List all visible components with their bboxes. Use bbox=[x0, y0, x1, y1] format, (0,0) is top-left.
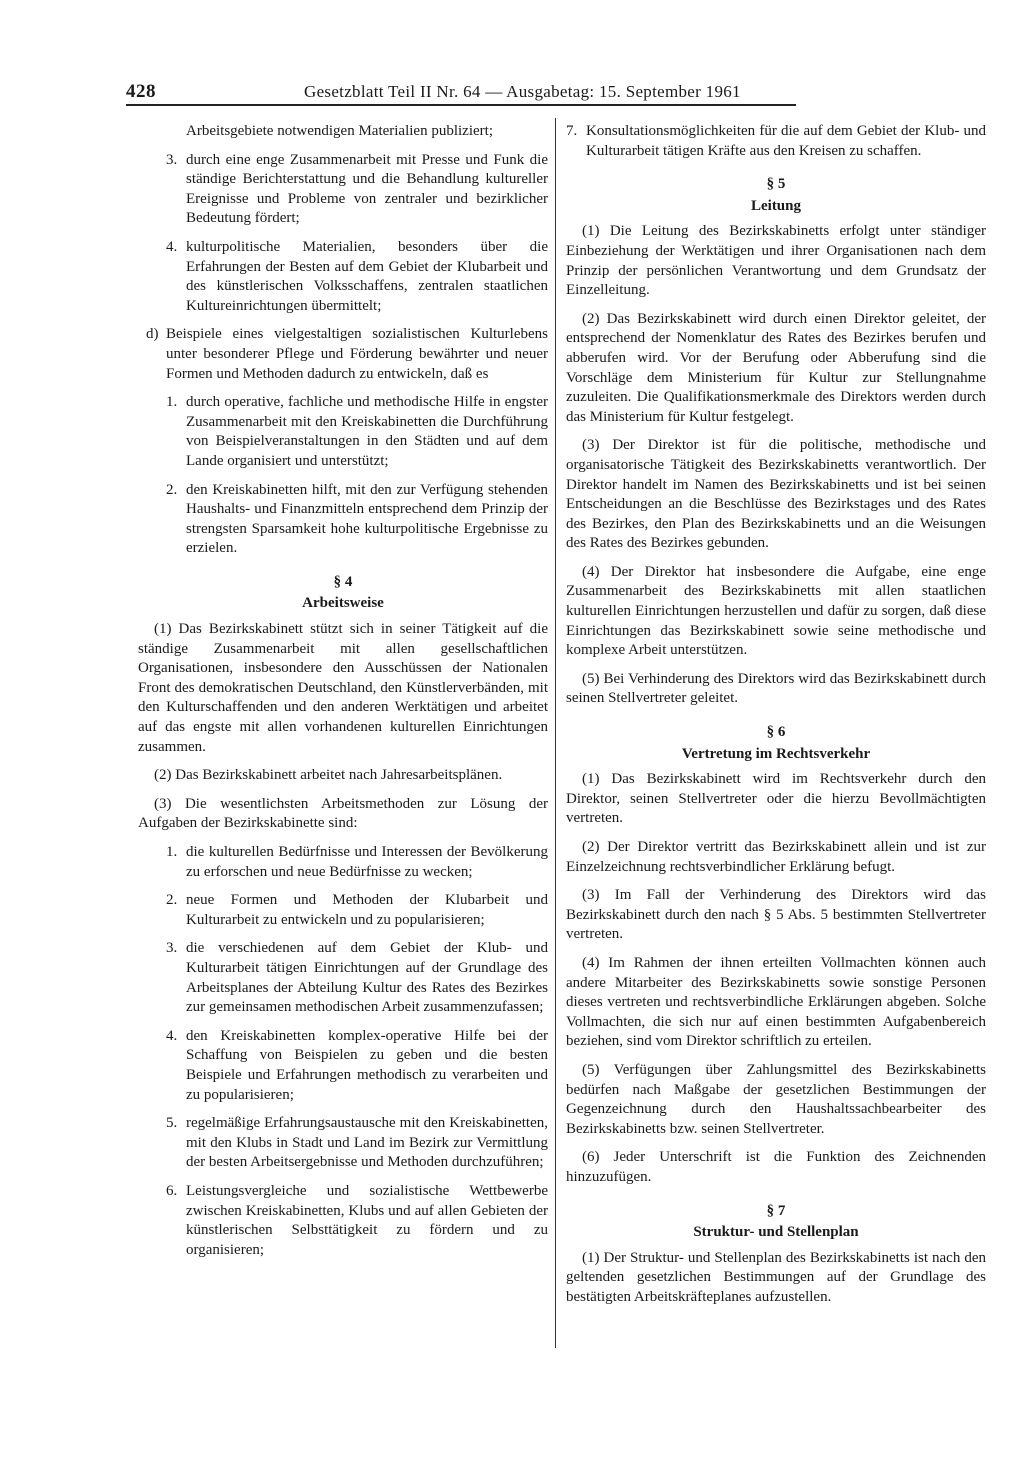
item-number: 6. bbox=[166, 1182, 178, 1199]
item-text: durch eine enge Zusammenarbeit mit Presse und Funk die ständige Berichterstattung und die Behandlung kultureller Ereignisse und Probleme von zentraler und bezirklicher Bedeutung fördert; bbox=[186, 151, 548, 227]
column-divider bbox=[555, 118, 556, 1348]
item-text: regelmäßige Erfahrungsaustausche mit den Kreiskabinetten, mit den Klubs in Stadt und Land im Bezirk zur Vermittlung der besten Arbeitsergebnisse und Methoden durchzuführen; bbox=[186, 1115, 548, 1171]
item-letter: d) bbox=[146, 326, 159, 343]
item-text: Beispiele eines vielgestaltigen sozialistischen Kulturlebens unter besonderer Pflege und Förderung bewährter und neuer Formen und Methoden dadurch zu entwickeln, daß es bbox=[166, 326, 548, 382]
list-item bbox=[138, 238, 548, 316]
item-number: 2. bbox=[166, 892, 178, 909]
item-number: 2. bbox=[166, 481, 178, 498]
list-item bbox=[138, 393, 548, 471]
paragraph: (4) Im Rahmen der ihnen erteilten Vollmachten können auch andere Mitarbeiter des Bezirkskabinetts sowie sonstige Personen dieses vertreten und rechtsverbindliche Erklärungen abgeben. Solche Vollmachten, die sich nur auf einen bestimmten Aufgabenbereich beziehen, sind vom Direktor schriftlich zu erteilen. bbox=[566, 954, 986, 1050]
paragraph: (3) Die wesentlichsten Arbeitsmethoden zur Lösung der Aufgaben der Bezirkskabinette sind: bbox=[138, 795, 548, 832]
section-title: Vertretung im Rechtsverkehr bbox=[681, 745, 871, 762]
section-title: Arbeitsweise bbox=[302, 595, 384, 612]
item-text: den Kreiskabinetten hilft, mit den zur Verfügung stehenden Haushalts- und Finanzmitteln entsprechend dem Prinzip der strengsten Sparsamkeit hohe kulturpolitische Ergebnisse zu erzielen. bbox=[186, 481, 548, 557]
list-item-d bbox=[138, 325, 548, 384]
list-item bbox=[138, 891, 548, 930]
item-text: neue Formen und Methoden der Klubarbeit und Kulturarbeit zu entwickeln und zu popularisieren; bbox=[186, 892, 548, 928]
list-item bbox=[138, 151, 548, 229]
section-number: § 6 bbox=[766, 724, 786, 741]
list-item bbox=[566, 122, 986, 161]
list-item bbox=[138, 939, 548, 1017]
paragraph: (6) Jeder Unterschrift ist die Funktion des Zeichnenden hinzuzufügen. bbox=[566, 1149, 986, 1185]
list-item bbox=[138, 843, 548, 882]
paragraph: (1) Das Bezirkskabinett wird im Rechtsverkehr durch den Direktor, seinen Stellvertreter oder die hierzu Bevollmächtigten vertreten. bbox=[566, 771, 986, 827]
section-title: Struktur- und Stellenplan bbox=[693, 1224, 859, 1241]
item-text: die kulturellen Bedürfnisse und Interessen der Bevölkerung zu erforschen und neue Bedürfnisse zu wecken; bbox=[186, 844, 548, 880]
continued-text: Arbeitsgebiete notwendigen Materialien publiziert; bbox=[186, 123, 493, 139]
paragraph: (1) Die Leitung des Bezirkskabinetts erfolgt unter ständiger Einbeziehung der Werktätigen und ihrer Organisationen nach dem Prinzip der persönlichen Verantwortung und dem Grundsatz der Einzelleitung. bbox=[566, 223, 986, 299]
list-item bbox=[138, 1114, 548, 1173]
paragraph: (1) Das Bezirkskabinett stützt sich in seiner Tätigkeit auf die ständige Zusammenarbeit mit allen gesellschaftlichen Organisationen, insbesondere den Ausschüssen der Nationalen Front des demokratischen Deutschland, den Künstlerverbänden, mit den Kulturschaffenden und den anderen Werktätigen und arbeitet auf das engste mit allen vorhandenen kulturellen Einrichtungen zusammen. bbox=[138, 621, 548, 755]
right-column bbox=[566, 122, 986, 1316]
item-number: 7. bbox=[566, 123, 578, 139]
page-header bbox=[126, 80, 796, 106]
item-number: 4. bbox=[166, 1027, 178, 1044]
item-text: durch operative, fachliche und methodische Hilfe in engster Zusammenarbeit mit den Kreiskabinetten die Durchführung von Beispielveranstaltungen in den Städten und auf dem Lande organisiert und unterstützt; bbox=[186, 394, 548, 469]
item-text: die verschiedenen auf dem Gebiet der Klub- und Kulturarbeit tätigen Einrichtungen auf der Grundlage des Arbeitsplanes der Abteilung Kultur des Rates des Bezirkes zur gemeinsamen methodischen Arbeit zusammenzufassen; bbox=[186, 940, 548, 1016]
section-number: § 4 bbox=[333, 573, 353, 590]
list-item bbox=[138, 481, 548, 559]
paragraph: (2) Das Bezirkskabinett arbeitet nach Jahresarbeitsplänen. bbox=[154, 767, 503, 784]
paragraph: (4) Der Direktor hat insbesondere die Aufgabe, eine enge Zusammenarbeit des Bezirkskabinetts mit allen staatlichen kulturellen Einrichtungen herzustellen und dafür zu sorgen, daß diese Einrichtungen das Bezirkskabinett sowie seine methodische und komplexe Arbeit unterstützen. bbox=[566, 563, 986, 659]
section-title: Leitung bbox=[750, 197, 801, 214]
paragraph: (5) Verfügungen über Zahlungsmittel des Bezirkskabinetts bedürfen nach Maßgabe der gesetzlichen Bestimmungen der Gegenzeichnung durch den Haushaltssachbearbeiter des Bezirkskabinetts bzw. seinen Stellvertreter. bbox=[566, 1061, 986, 1137]
paragraph: (2) Das Bezirkskabinett wird durch einen Direktor geleitet, der entsprechend der Nomenklatur des Rates des Bezirkes berufen und abberufen wird. Vor der Berufung oder Abberufung sind die Vorschläge dem Ministerium für Kultur zur Stellungnahme zuzuleiten. Die Qualifikationsmerkmale des Direktors werden durch das Ministerium für Kultur festgelegt. bbox=[566, 310, 986, 425]
item-number: 1. bbox=[166, 394, 178, 411]
paragraph: (3) Der Direktor ist für die politische, methodische und organisatorische Tätigkeit des Bezirkskabinetts verantwortlich. Der Direktor handelt im Namen des Bezirkskabinetts und ist bei seinen Entscheidungen an die Beschlüsse des Bezirkstages und des Rates des Bezirkes, den Plan des Bezirkskabinetts und an die Weisungen des Rates des Bezirkes gebunden. bbox=[566, 437, 986, 552]
item-number: 3. bbox=[166, 940, 178, 957]
item-number: 1. bbox=[166, 844, 178, 860]
section-number: § 7 bbox=[766, 1202, 786, 1219]
item-text: den Kreiskabinetten komplex-operative Hilfe bei der Schaffung von Beispielen zu geben und die besten Beispiele und Erfahrungen methodisch zu verarbeiten und zu popularisieren; bbox=[186, 1027, 548, 1103]
section-number: § 5 bbox=[766, 176, 786, 193]
paragraph: (5) Bei Verhinderung des Direktors wird das Bezirkskabinett durch seinen Stellvertreter geleitet. bbox=[566, 670, 986, 707]
item-number: 3. bbox=[166, 151, 178, 168]
list-item bbox=[138, 1182, 548, 1260]
paragraph: (1) Der Struktur- und Stellenplan des Bezirkskabinetts ist nach den geltenden gesetzlichen Bestimmungen auf der Grundlage des bestätigten Arbeitskräfteplanes aufzustellen. bbox=[566, 1249, 986, 1305]
item-number: 4. bbox=[166, 238, 178, 255]
item-number: 5. bbox=[166, 1115, 178, 1132]
paragraph: (3) Im Fall der Verhinderung des Direktors wird das Bezirkskabinett durch den nach § 5 Abs. 5 bestimmten Stellvertreter vertreten. bbox=[566, 887, 986, 943]
paragraph: (2) Der Direktor vertritt das Bezirkskabinett allein und ist zur Einzelzeichnung rechtsverbindlicher Erklärung befugt. bbox=[566, 839, 986, 875]
list-item bbox=[138, 1027, 548, 1105]
header-title: Gesetzblatt Teil II Nr. 64 — Ausgabetag: 15. September 1961 bbox=[304, 82, 741, 101]
page-number: 428 bbox=[126, 81, 156, 102]
item-text: Konsultationsmöglichkeiten für die auf dem Gebiet der Klub- und Kulturarbeit tätigen Kräfte aus den Kreisen zu schaffen. bbox=[586, 123, 986, 159]
left-column bbox=[138, 122, 548, 1269]
item-text: kulturpolitische Materialien, besonders über die Erfahrungen der Besten auf dem Gebiet der Klubarbeit und des künstlerischen Volksschaffens, zentralen staatlichen Kultureinrichtungen übermittelt; bbox=[186, 238, 548, 314]
item-text: Leistungsvergleiche und sozialistische Wettbewerbe zwischen Kreiskabinetten, Klubs und auf allen Gebieten der künstlerischen Selbsttätigkeit zu fördern und zu organisieren; bbox=[186, 1182, 548, 1258]
